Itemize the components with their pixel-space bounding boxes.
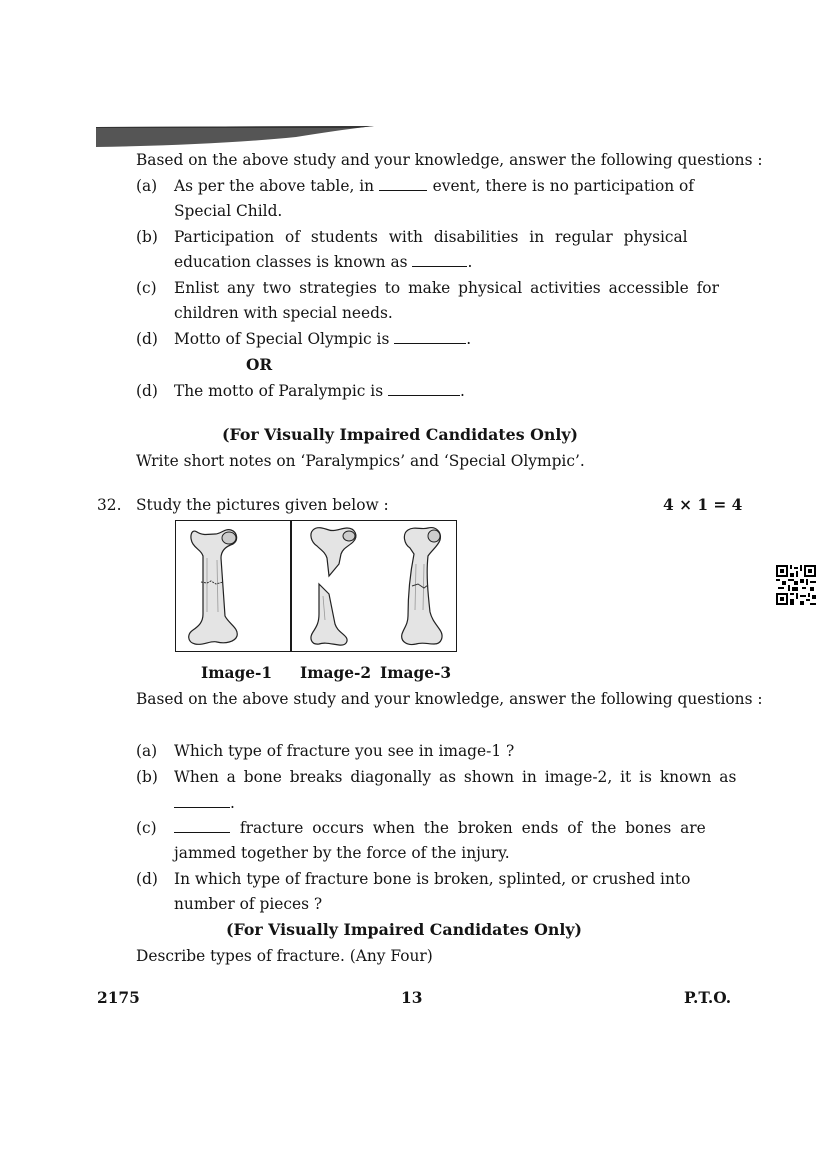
q31c-line2: children with special needs. [174, 304, 393, 322]
qr-code-icon [776, 565, 816, 605]
q31d-alt-label: (d) [136, 382, 158, 400]
q32b-label: (b) [136, 768, 158, 786]
q32d-line1: In which type of fracture bone is broken, splinted, or crushed into [174, 870, 691, 888]
q31b-label: (b) [136, 228, 158, 246]
q31d-alt-text-post: . [460, 382, 465, 400]
q31a-label: (a) [136, 177, 158, 195]
q31b-text-post: . [467, 253, 473, 271]
section32-vi-heading: (For Visually Impaired Candidates Only) [226, 920, 583, 939]
q31a-blank [379, 176, 427, 191]
q31d-alt-line [174, 381, 465, 401]
header-decoration-bar [96, 125, 376, 149]
or-separator: OR [246, 356, 273, 374]
image-divider [290, 520, 292, 652]
q32c-label: (c) [136, 819, 157, 837]
q31b-line1 [174, 227, 694, 247]
image-3-label: Image-3 [380, 664, 452, 682]
section31-vi-heading: (For Visually Impaired Candidates Only) [222, 425, 579, 444]
q31d-alt-blank [388, 381, 460, 396]
q31a-text-pre: As per the above table, in [174, 177, 375, 195]
q31c-label: (c) [136, 279, 157, 297]
q32-number: 32. [97, 496, 122, 514]
paper-code: 2175 [97, 989, 140, 1007]
q32b-line1: When a bone breaks diagonally as shown in image-2, it is known as [174, 768, 737, 786]
image-1-label: Image-1 [201, 664, 273, 682]
q32b-blank [174, 793, 230, 808]
q32d-label: (d) [136, 870, 158, 888]
q31d-blank [394, 329, 466, 344]
section32-intro: Based on the above study and your knowledge, answer the following questions : [136, 690, 763, 708]
q32-stem: Study the pictures given below : [136, 496, 389, 514]
q31b-text-pre: education classes is known as [174, 253, 408, 271]
q32-marks: 4 × 1 = 4 [663, 496, 743, 514]
q31b-blank [412, 252, 467, 267]
page-number: 13 [401, 989, 423, 1007]
q31a-text-post: event, there is no participation of [432, 177, 694, 195]
image-2-label: Image-2 [300, 664, 372, 682]
q31b-line2 [174, 252, 472, 272]
q31c-line1: Enlist any two strategies to make physical activities accessible for [174, 279, 719, 297]
q31d-text-post: . [466, 330, 472, 348]
q32c-line2: jammed together by the force of the injury. [174, 844, 510, 862]
q31d-text-pre: Motto of Special Olympic is [174, 330, 390, 348]
q31d-line [174, 329, 471, 349]
section31-vi-text: Write short notes on ‘Paralympics’ and ‘Special Olympic’. [136, 452, 585, 470]
q32b-line2 [174, 793, 235, 813]
section31-intro: Based on the above study and your knowledge, answer the following questions : [136, 151, 763, 169]
q32c-text-post: fracture occurs when the broken ends of the bones are [239, 819, 706, 837]
q31d-alt-text-pre: The motto of Paralympic is [174, 382, 384, 400]
pto-label: P.T.O. [684, 989, 732, 1007]
q32b-text-post: . [230, 794, 235, 812]
q31a-line1 [174, 176, 694, 196]
bone-image-1 [183, 524, 243, 648]
q32a-text: Which type of fracture you see in image-1 ? [174, 742, 515, 760]
q32a-label: (a) [136, 742, 158, 760]
q31a-line2: Special Child. [174, 202, 283, 220]
q31b-text-line1: Participation of students with disabilities in regular physical [174, 228, 688, 246]
q31d-label: (d) [136, 330, 158, 348]
section32-vi-text: Describe types of fracture. (Any Four) [136, 947, 433, 965]
bone-image-3 [398, 524, 448, 648]
q32d-line2: number of pieces ? [174, 895, 323, 913]
bone-image-2 [305, 524, 365, 648]
q32c-line1 [174, 818, 706, 838]
q32c-blank [174, 818, 230, 833]
